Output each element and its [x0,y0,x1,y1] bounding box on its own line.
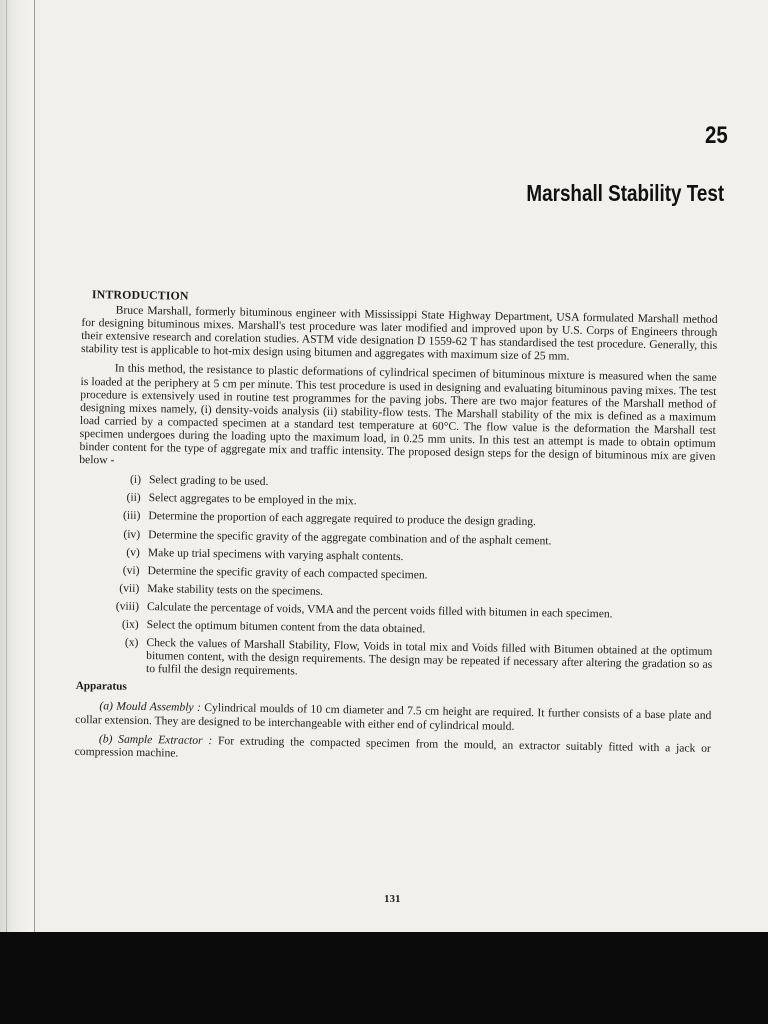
page-content [75,288,718,774]
step-text: Check the values of Marshall Stability, Flow, Voids in total mix and Voids filled with Bitumen obtained at the optimum bitumen content, with the design requirements. The design may be repeated if necessary after altering the gradation so as to fulfil the design requirements. [145,636,713,678]
apparatus-text: For extruding the compacted specimen from the mould, an extractor suitably fitted with a jack or compression machine. [74,733,711,760]
step-number: (viii) [115,599,140,613]
spine-edge [6,0,7,932]
step-text: Determine the specific gravity of each compacted specimen. [147,563,428,582]
step-number: (vi) [122,563,140,577]
page-number: 131 [384,893,401,905]
apparatus-label: (a) Mould Assembly : [99,699,201,715]
design-steps-list [76,472,715,684]
step-text: Make stability tests on the specimens. [147,581,324,598]
step-number: (vii) [119,581,140,595]
step-number: (ix) [121,617,139,631]
intro-paragraph-1: Bruce Marshall, formerly bituminous engineer with Mississippi State Highway Department, USA formulated Marshall method for designing bituminous mixes. Marshall's test procedure was later modified and improved upon by U.S. Corps of Engineers through their extensive research and corelation studies. ASTM vide designation D 1559-62 T has standardised the test procedure. Generally, this stability test is applicable to hot-mix design using bitumen and aggregates with maximum size of 25 mm. [80,303,718,364]
section-heading-introduction: INTRODUCTION [91,287,189,303]
apparatus-item-mould [75,699,711,735]
list-item [76,635,713,684]
chapter-number: 25 [705,122,728,149]
step-number: (i) [129,472,142,487]
step-number: (ii) [126,491,141,505]
step-text: Make up trial specimens with varying asphalt contents. [147,545,404,563]
intro-paragraph-2: In this method, the resistance to plastic deformations of cylindrical specimen of bituminous mixture is measured when the same is loaded at the periphery at 5 cm per minute. This test procedure is used in designing and evaluating bituminous paving mixes. The test procedure is extensively used in routine test programmes for the paving jobs. There are two major features of the Marshall method of designing mixes namely, (i) density-voids analysis (ii) stability-flow tests. The Marshall stability of the mix is defined as a maximum load carried by a compacted specimen at a standard test temperature at 60°C. The flow value is the deformation the Marshall test specimen undergoes during the loading upto the maximum load, in 0.25 mm units. In this test an attempt is made to obtain optimum binder content for the type of aggregate mix and traffic intensity. The proposed design steps for the design of bituminous mix are given below - [79,361,717,467]
step-text: Select grading to be used. [148,473,269,489]
step-number: (iii) [122,509,141,523]
step-number: (iv) [123,527,141,541]
chapter-title: Marshall Stability Test [526,180,724,206]
step-number: (x) [124,635,139,649]
step-text: Calculate the percentage of voids, VMA and the percent voids filled with bitumen in each specimen. [146,599,613,621]
apparatus-text: Cylindrical moulds of 10 cm diameter and 7.5 cm height are required. It further consists of a base plate and collar extension. They are designed to be interchangeable with either end of cylindrical mould. [75,701,712,733]
step-text: Determine the proportion of each aggregate required to produce the design grading. [148,509,537,529]
step-text: Select the optimum bitumen content from the data obtained. [146,618,426,636]
step-text: Determine the specific gravity of the aggregate combination and of the asphalt cement. [148,527,552,547]
step-number: (v) [126,545,140,559]
apparatus-label: (b) Sample Extractor : [98,731,213,747]
apparatus-item-extractor [75,732,711,768]
step-text: Select aggregates to be employed in the mix. [148,491,357,508]
section-heading-apparatus: Apparatus [75,680,127,694]
